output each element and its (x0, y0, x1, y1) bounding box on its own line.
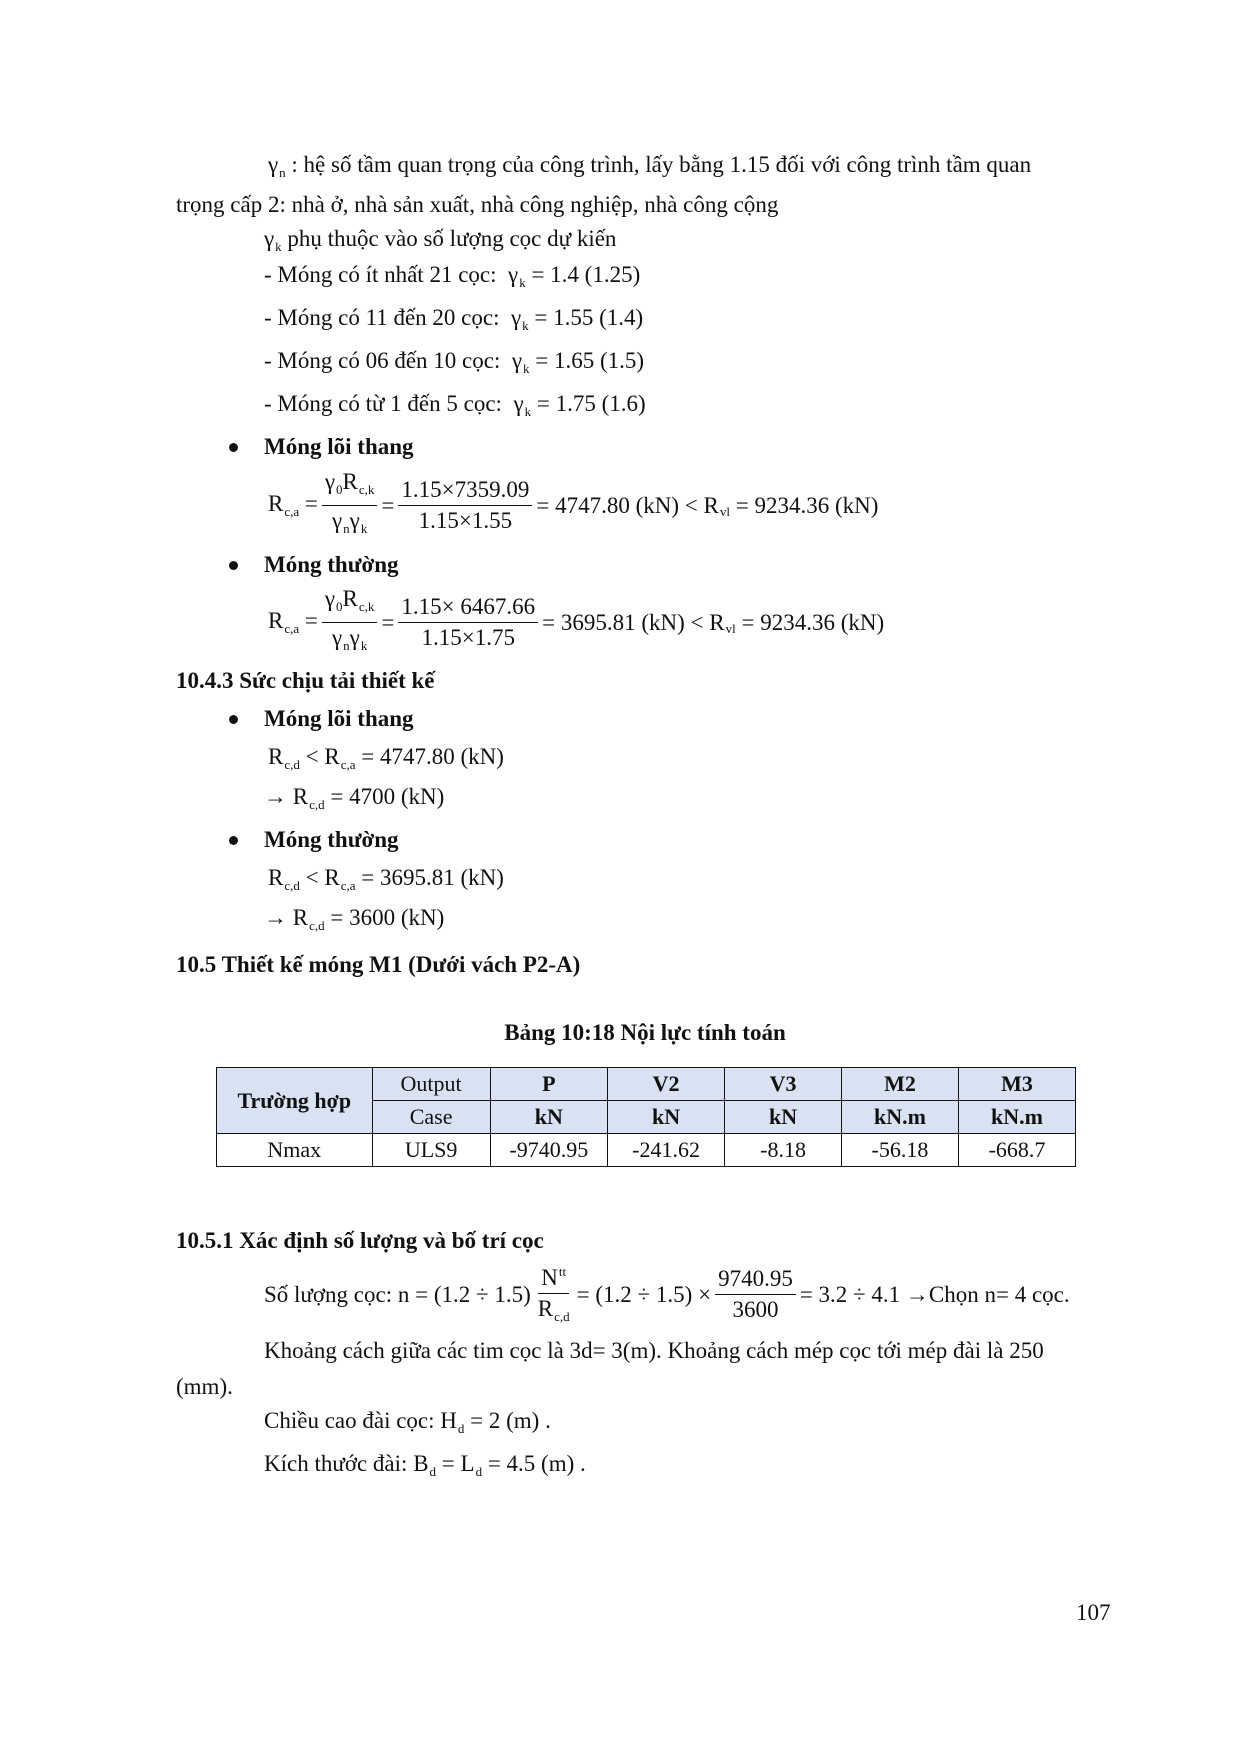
rcd-ineq-loi-thang: $R_{c,d} < R_{c,a} = 4747.80$ (kN) (268, 744, 504, 772)
header-v2: V2 (607, 1068, 724, 1101)
table-row: Nmax ULS9 -9740.95 -241.62 -8.18 -56.18 -668.7 (217, 1134, 1076, 1167)
rcd-choice-thuong: → $R_{c,d} = 3600$ (kN) (264, 905, 445, 933)
header-v3: V3 (725, 1068, 842, 1101)
section-1043-title: 10.4.3 Sức chịu tải thiết kế (176, 668, 435, 693)
gamma-n-line-1: $\gamma_n$ : hệ số tầm quan trọng của công trình, lấy bằng 1.15 đối với công trình tầm quan (268, 152, 1032, 180)
header-p: P (490, 1068, 607, 1101)
gamma-k-line: $\gamma_k$ phụ thuộc vào số lượng cọc dự kiến (264, 226, 617, 254)
bullet-icon (229, 561, 238, 570)
cap-size-line: Kích thước đài: $B_d = L_d = 4.5$ (m) . (264, 1451, 586, 1479)
unit-p: kN (490, 1101, 607, 1134)
rcd-ineq-thuong: $R_{c,d} < R_{c,a} = 3695.81$ (kN) (268, 865, 504, 893)
section-1051-title: 10.5.1 Xác định số lượng và bố trí cọc (176, 1228, 544, 1253)
unit-v2: kN (607, 1101, 724, 1134)
case-line-3: - Móng có 06 đến 10 cọc: $\gamma_k = 1.65$ (1.5) (264, 348, 645, 376)
fraction-values: $\frac{1.15\times 6467.66}{1.15\times 1.75}$ (398, 593, 538, 652)
internal-forces-table (216, 1067, 1076, 1167)
mong-thuong-heading-2: Móng thường (264, 827, 399, 852)
unit-v3: kN (725, 1101, 842, 1134)
header-output-1: Output (372, 1068, 490, 1101)
gamma-k-symbol: $\gamma_k$ (264, 226, 282, 254)
bullet-icon (229, 836, 238, 845)
case-line-4: - Móng có từ 1 đến 5 cọc: $\gamma_k = 1.75$ (1.6) (264, 391, 646, 419)
fraction: $\frac{\gamma_0R_{c,k}}{\gamma_n\gamma_k}$ (322, 468, 378, 543)
fraction-values: $\frac{9740.95}{3600}$ (715, 1265, 796, 1324)
gamma-n-symbol: $\gamma_n$ (268, 152, 286, 180)
unit-m2: kN.m (841, 1101, 958, 1134)
page-number: 107 (1076, 1600, 1111, 1625)
mong-thuong-heading: Móng thường (264, 552, 399, 577)
mong-loi-thang-heading: Móng lõi thang (264, 434, 414, 459)
mong-loi-thang-heading-2: Móng lõi thang (264, 706, 414, 731)
cap-height-line: Chiều cao đài cọc: $H_d = 2$ (m) . (264, 1408, 551, 1436)
header-case: Trường hợp (217, 1068, 373, 1134)
fraction: $\frac{N^{tt}}{R_{c,d}}$ (535, 1258, 573, 1331)
spacing-line-2: (mm). (176, 1374, 233, 1399)
header-m2: M2 (841, 1068, 958, 1101)
spacing-line-1: Khoảng cách giữa các tim cọc là 3d= 3(m). Khoảng cách mép cọc tới mép đài là 250 (264, 1338, 1044, 1363)
header-output-2: Case (372, 1101, 490, 1134)
header-m3: M3 (958, 1068, 1075, 1101)
case-line-1: - Móng có ít nhất 21 cọc: $\gamma_k = 1.4$ (1.25) (264, 262, 641, 290)
fraction: $\frac{\gamma_0R_{c,k}}{\gamma_n\gamma_k}$ (322, 585, 378, 660)
case-line-2: - Móng có 11 đến 20 cọc: $\gamma_k = 1.55$ (1.4) (264, 305, 644, 333)
table-caption: Bảng 10:18 Nội lực tính toán (504, 1020, 786, 1045)
bullet-icon (229, 443, 238, 452)
rca-equation-thuong: $R_{c,a}$ = $\frac{\gamma_0R_{c,k}}{\gamma_n\gamma_k}$ = $\frac{1.15\times 6467.66}{1.15\times 1.75}$ = 3695.81 (kN) < R $_{vl}$ = 9234.36 (kN) (268, 585, 884, 660)
fraction-values: $\frac{1.15\times 7359.09}{1.15\times 1.55}$ (398, 476, 532, 535)
section-105-title: 10.5 Thiết kế móng M1 (Dưới vách P2-A) (176, 952, 581, 977)
gamma-n-line-2: trọng cấp 2: nhà ở, nhà sản xuất, nhà công nghiệp, nhà công cộng (176, 192, 779, 217)
pile-count-equation: Số lượng cọc: n = (1.2 ÷ 1.5) $\frac{N^{tt}}{R_{c,d}}$ = (1.2 ÷ 1.5) × $\frac{9740.95}{3600}$ = 3.2 ÷ 4.1 →Chọn n= 4 cọc. (264, 1258, 1070, 1331)
rca-equation-loi-thang: $R_{c,a}$ = $\frac{\gamma_0R_{c,k}}{\gamma_n\gamma_k}$ = $\frac{1.15\times 7359.09}{1.15\times 1.55}$ = 4747.80 (kN) < R $_{vl}$ = 9234.36 (kN) (268, 468, 878, 543)
unit-m3: kN.m (958, 1101, 1075, 1134)
rcd-choice-loi-thang: → $R_{c,d} = 4700$ (kN) (264, 784, 445, 812)
bullet-icon (229, 715, 238, 724)
